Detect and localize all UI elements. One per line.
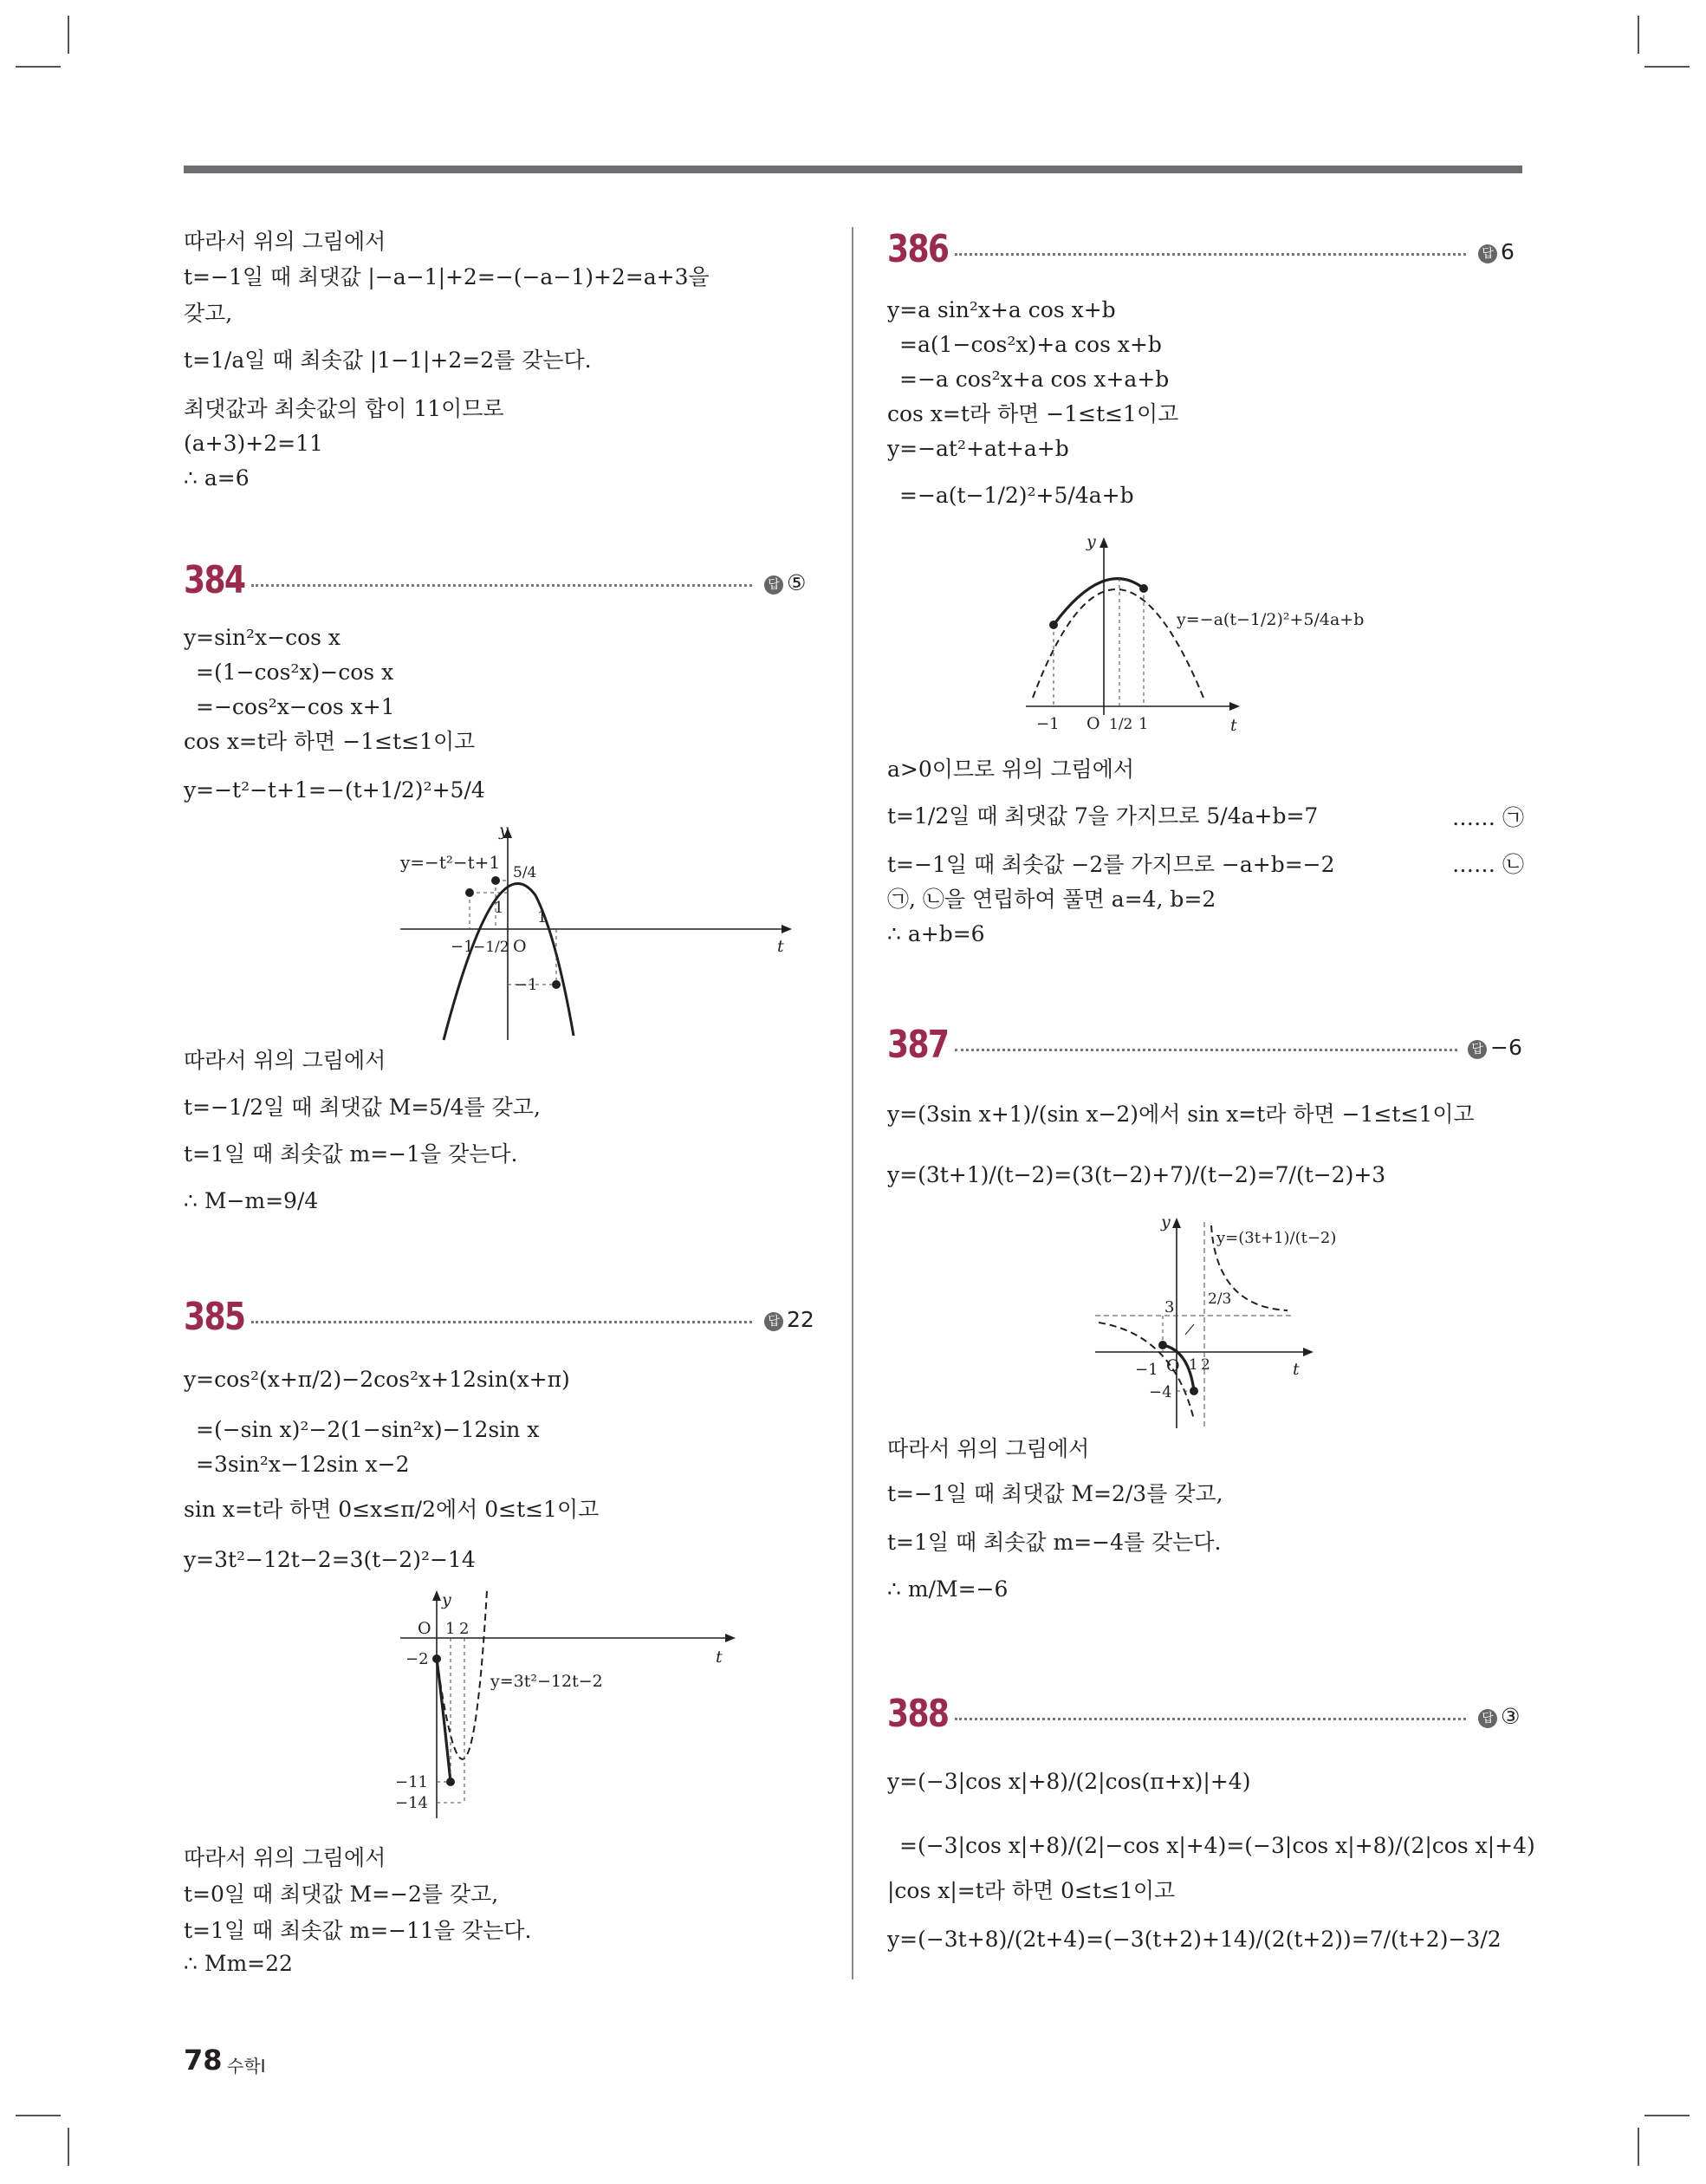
axis-label: y [1161,1213,1171,1232]
text-line: 따라서 위의 그림에서 [184,1845,386,1870]
problem-number: 388 [887,1692,949,1736]
left-column [184,0,816,2184]
text-line: y=(3sin x+1)/(sin x−2)에서 sin x=t라 하면 −1≤t≤1이고 [887,1102,1475,1127]
text-line: =(1−cos²x)−cos x [196,660,394,685]
text-line: sin x=t라 하면 0≤x≤π/2에서 0≤t≤1이고 [184,1497,600,1522]
text-line: y=(−3|cos x|+8)/(2|cos(π+x)|+4) [887,1769,1251,1794]
right-column [887,0,1535,2184]
text-line: y=(3t+1)/(t−2)=(3(t−2)+7)/(t−2)=7/(t−2)+3 [887,1162,1386,1187]
text-line: y=−at²+at+a+b [887,436,1069,461]
graph-386 [1017,533,1433,750]
problem-number: 387 [887,1023,949,1067]
tick-label: −1/2 [473,939,509,956]
text-line: ∴ a=6 [184,465,250,491]
crop-mark [1638,2128,1639,2166]
problem-header-386 [887,227,1524,279]
answer-value: −6 [1490,1035,1522,1060]
dotted-leader [955,1718,1466,1720]
axis-label: t [1293,1360,1300,1379]
text-line: =(−sin x)²−2(1−sin²x)−12sin x [196,1417,540,1442]
crop-mark [68,2128,69,2166]
tick-label: −1 [451,938,474,956]
tick-label: 1 [494,899,504,917]
text-line: t=1/2일 때 최댓값 7을 가지므로 5/4a+b=7 [887,803,1319,829]
graph-385 [383,1586,747,1820]
axis-label: y [442,1590,451,1609]
text-line: y=3t²−12t−2=3(t−2)²−14 [184,1547,476,1572]
text-line: 따라서 위의 그림에서 [887,1436,1090,1461]
text-line: ∴ M−m=9/4 [184,1188,319,1213]
graph-387 [1095,1213,1442,1432]
answer [764,570,806,595]
text-line: t=1일 때 최솟값 m=−1을 갖는다. [184,1141,518,1167]
tick-label: 1 [537,908,548,926]
tick-label: 2/3 [1208,1290,1232,1308]
graph-384 [383,823,799,1044]
tick-label: 1 [445,1620,456,1638]
page-number: 78 [184,2044,223,2077]
text-line: t=−1일 때 최솟값 −2를 가지므로 −a+b=−2 [887,852,1335,877]
crop-mark [1644,66,1690,68]
subject-label: 수학Ⅰ [227,2056,266,2077]
text-line: y=sin²x−cos x [184,625,341,650]
text-line: cos x=t라 하면 −1≤t≤1이고 [887,401,1179,426]
answer-value: 22 [787,1307,814,1332]
text-line: ∴ a+b=6 [887,921,985,946]
answer [1478,239,1515,264]
text-line: t=−1일 때 최댓값 M=2/3를 갖고, [887,1481,1223,1506]
text-line: =(−3|cos x|+8)/(2|−cos x|+4)=(−3|cos x|+8)/(2|cos x|+4) [899,1833,1535,1858]
text-line: =−a cos²x+a cos x+a+b [899,367,1170,392]
axis-label: y [499,823,509,840]
crop-mark [16,66,61,68]
graph-curve-label: y=(3t+1)/(t−2) [1216,1229,1337,1247]
origin-label: O [418,1619,431,1638]
answer [1478,1704,1520,1729]
tick-label: 1/2 [1109,716,1133,733]
graph-curve-label: y=−t²−t+1 [400,852,501,873]
text-line: ∴ m/M=−6 [887,1576,1009,1602]
tick-label: −14 [395,1794,428,1812]
tick-label: −1 [515,976,538,994]
text-line: 따라서 위의 그림에서 [184,229,386,254]
tick-label: 2 [1201,1356,1210,1374]
tick-label: 5/4 [513,864,537,881]
text-line: ∴ Mm=22 [184,1951,293,1976]
text-line: t=−1일 때 최댓값 |−a−1|+2=−(−a−1)+2=a+3을 [184,264,710,289]
answer-value: 6 [1501,239,1515,264]
axis-label: t [777,937,784,956]
text-line: t=1일 때 최솟값 m=−4를 갖는다. [887,1530,1222,1555]
text-line: y=−t²−t+1=−(t+1/2)²+5/4 [184,777,485,803]
answer-badge: 답 [1478,244,1497,263]
text-line: t=−1/2일 때 최댓값 M=5/4를 갖고, [184,1095,541,1120]
text-line: 갖고, [184,301,233,326]
text-line: =−a(t−1/2)²+5/4a+b [899,483,1134,508]
tick-label: −1 [1135,1361,1158,1379]
axis-label: t [716,1648,723,1667]
problem-header-388 [887,1692,1524,1744]
text-line: a>0이므로 위의 그림에서 [887,757,1135,782]
text-line: (a+3)+2=11 [184,431,323,456]
tick-label: 3 [1164,1298,1175,1316]
answer-value: ⑤ [787,570,807,595]
dotted-leader [955,253,1466,256]
origin-label: O [1166,1356,1180,1375]
problem-number: 385 [184,1295,245,1339]
problem-number: 386 [887,227,949,271]
answer-badge: 답 [764,1312,783,1331]
axis-label: y [1087,533,1096,551]
text-line: ㉠, ㉡을 연립하여 풀면 a=4, b=2 [887,887,1216,912]
text-line: y=(−3t+8)/(2t+4)=(−3(t+2)+14)/(2(t+2))=7/(t+2)−3/2 [887,1927,1502,1952]
problem-header-385 [184,1295,816,1347]
answer-badge: 답 [764,575,783,595]
text-line: 최댓값과 최솟값의 합이 11이므로 [184,396,504,421]
text-line: |cos x|=t라 하면 0≤t≤1이고 [887,1878,1176,1903]
crop-mark [16,2115,61,2116]
crop-mark [1644,2115,1690,2116]
tick-label: 1 [1189,1356,1198,1374]
problem-header-387 [887,1023,1524,1075]
answer-value: ③ [1501,1704,1521,1729]
tick-label: 2 [459,1620,470,1638]
crop-mark [1638,16,1639,54]
problem-header-384 [184,558,816,610]
equation-ref: …… ㉠ [1452,805,1524,830]
answer-badge: 답 [1468,1040,1487,1059]
equation-ref: …… ㉡ [1452,852,1524,877]
tick-label: −1 [1036,715,1060,733]
tick-label: −2 [405,1650,429,1668]
answer [1468,1035,1522,1060]
text-line: t=1/a일 때 최솟값 |1−1|+2=2를 갖는다. [184,348,592,373]
text-line: t=1일 때 최솟값 m=−11을 갖는다. [184,1918,532,1943]
text-line: =3sin²x−12sin x−2 [196,1452,410,1477]
tick-label: −4 [1149,1383,1172,1401]
dotted-leader [955,1049,1457,1051]
text-line: y=a sin²x+a cos x+b [887,297,1116,322]
graph-curve-label: y=3t²−12t−2 [490,1672,603,1691]
answer [764,1307,814,1332]
text-line: cos x=t라 하면 −1≤t≤1이고 [184,729,476,754]
text-line: 따라서 위의 그림에서 [184,1048,386,1073]
text-line: y=cos²(x+π/2)−2cos²x+12sin(x+π) [184,1367,570,1392]
graph-curve-label: y=−a(t−1/2)²+5/4a+b [1177,610,1365,629]
dotted-leader [251,584,752,587]
crop-mark [68,16,69,54]
problem-number: 384 [184,558,245,602]
text-line: =a(1−cos²x)+a cos x+b [899,332,1162,357]
tick-label: 1 [1138,715,1149,733]
text-line: t=0일 때 최댓값 M=−2를 갖고, [184,1882,499,1907]
tick-label: −11 [395,1773,428,1791]
origin-label: O [1087,714,1100,733]
column-divider [852,227,853,1979]
dotted-leader [251,1321,752,1323]
origin-label: O [513,937,527,956]
text-line: =−cos²x−cos x+1 [196,694,395,719]
answer-badge: 답 [1478,1709,1497,1728]
axis-label: t [1230,716,1237,735]
